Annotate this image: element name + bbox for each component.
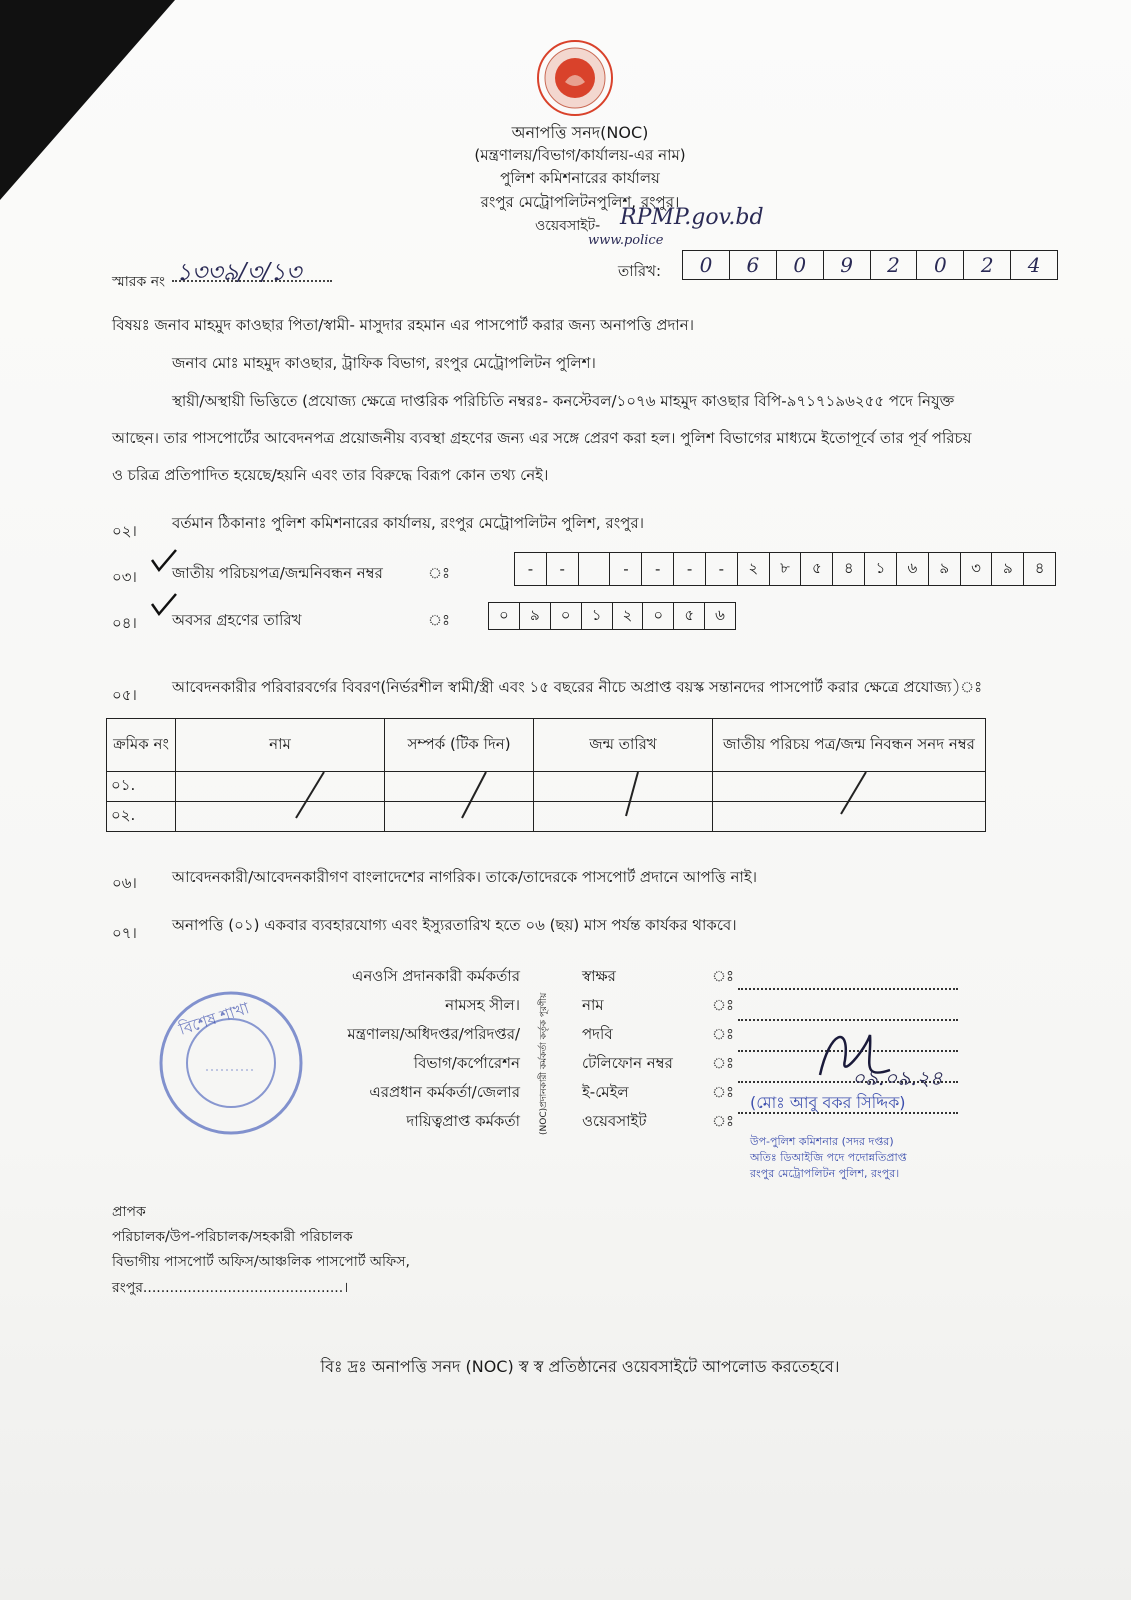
signatory-field-labels	[582, 962, 673, 1136]
retirement-digit-box: ০	[551, 603, 582, 629]
retirement-digit-box: ২	[613, 603, 644, 629]
retirement-digit-box: ০	[489, 603, 520, 629]
ministry-line: (মন্ত্রণালয়/বিভাগ/কার্যালয়-এর নাম)	[474, 146, 686, 164]
nid-digit-box: -	[515, 553, 547, 585]
retirement-digit-box: ০	[643, 603, 674, 629]
field-name: নাম	[582, 996, 604, 1014]
field-colon: ঃ	[712, 1083, 735, 1101]
item-03-text: জাতীয় পরিচয়পত্র/জন্মনিবন্ধন নম্বর	[172, 564, 383, 582]
field-colon: ঃ	[712, 967, 735, 985]
item-03-number: ০৩।	[112, 568, 137, 586]
nid-digit-box: ৫	[801, 553, 833, 585]
body-line-3: ও চরিত্র প্রতিপাদিত হয়েছে/হয়নি এবং তার বিরুদ্ধে বিরূপ কোন তথ্য নেই।	[112, 466, 549, 484]
body-line-2: আছেন। তার পাসপোর্টের আবেদনপত্র প্রয়োজনীয় ব্যবস্থা গ্রহণের জন্য এর সঙ্গে প্রেরণ করা হল। পুলিশ বিভাগের মাধ্যমে ইতোপূর্বে তার পূর্ব পরিচয়	[112, 429, 972, 447]
stamp-officer-name: (মোঃ আবু বকর সিদ্দিক)	[750, 1093, 906, 1112]
subject-line: বিষয়ঃ জনাব মাহমুদ কাওছার পিতা/স্বামী- মাসুদার রহমান এর পাসপোর্ট করার জন্য অনাপত্তি প্রদান।	[112, 316, 694, 334]
nid-digit-box: -	[610, 553, 642, 585]
nid-digit-box: ৪	[1034, 558, 1045, 577]
item-02-number: ০২।	[112, 522, 137, 540]
date-boxes	[682, 250, 1058, 280]
field-colon: ঃ	[712, 1112, 735, 1130]
field-signature: স্বাক্ষর	[582, 967, 616, 985]
signatory-left-block	[300, 962, 520, 1136]
government-seal-icon	[535, 38, 615, 118]
stamp-line: রংপুর মেট্রোপলিটন পুলিশ, রংপুর।	[750, 1167, 900, 1180]
retirement-digit-box: ১	[582, 603, 613, 629]
signatory-line: এরপ্রধান কর্মকর্তা/জেলার	[369, 1083, 520, 1101]
item-03-colon: ঃ	[428, 564, 451, 582]
office-name: পুলিশ কমিশনারের কার্যালয়	[500, 169, 660, 187]
date-digit-box: 0	[917, 251, 964, 279]
round-seal-text: বিশেষ শাখা	[176, 998, 252, 1039]
signatory-line: বিভাগ/কর্পোরেশন	[413, 1054, 520, 1072]
body-line-1: স্থায়ী/অস্থায়ী ভিত্তিতে (প্রযোজ্য ক্ষেত্রে দাপ্তরিক পরিচিতি নম্বরঃ- কনস্টেবল/১০৭৬ মাহমুদ কাওছার বিপি-৯৭১৭১৯৬২৫৫ পদে নিযুক্ত	[172, 392, 955, 410]
col-nid: জাতীয় পরিচয় পত্র/জন্ম নিবন্ধন সনদ নম্বর	[713, 719, 986, 772]
field-colon: ঃ	[712, 1054, 735, 1072]
memo-label: স্মারক নং	[112, 274, 166, 290]
scan-shadow-corner	[0, 0, 175, 200]
memo-number: ১৩৩৯/৩/১৩	[176, 258, 302, 286]
stamp-line: অতিঃ ডিআইজি পদে পদোন্নতিপ্রাপ্ত	[750, 1151, 907, 1164]
field-colon: ঃ	[712, 1025, 735, 1043]
recipient-label: প্রাপক	[112, 1204, 146, 1220]
signatory-line: নামসহ সীল।	[445, 996, 520, 1014]
item-04-number: ০৪।	[112, 614, 137, 632]
website-handwritten: RPMP.gov.bd	[620, 205, 764, 230]
stamp-line: উপ-পুলিশ কমিশনার (সদর দপ্তর)	[750, 1135, 894, 1148]
website-sub-handwritten: www.police	[588, 233, 664, 248]
row-serial: ০২.	[107, 802, 176, 832]
stamp-designation-block	[750, 1134, 907, 1182]
nid-digit-box: -	[706, 553, 738, 585]
item-05-text: আবেদনকারীর পরিবারবর্গের বিবরণ(নির্ভরশীল স্বামী/স্ত্রী এবং ১৫ বছরের নীচে অপ্রাপ্ত বয়স্ক সন্তানদের পাসপোর্ট করার ক্ষেত্রে প্রযোজ্য)ঃ	[172, 678, 983, 696]
signatory-line: মন্ত্রণালয়/অধিদপ্তর/পরিদপ্তর/	[347, 1025, 520, 1043]
item-06-number: ০৬।	[112, 874, 137, 892]
nid-digit-box: ৬	[897, 553, 929, 585]
date-digit-box: 6	[730, 251, 777, 279]
field-designation: পদবি	[582, 1025, 613, 1043]
row-serial: ০১.	[107, 772, 176, 802]
check-marks-icon	[150, 548, 180, 628]
nid-digit-box: ৪	[833, 553, 865, 585]
date-digit-box: 0	[683, 251, 730, 279]
date-label: তারিখ:	[618, 262, 662, 280]
date-digit-box: 4	[1027, 253, 1041, 277]
nid-digit-box: ১	[865, 553, 897, 585]
nid-digit-box	[579, 553, 611, 585]
nid-digit-box: ৩	[961, 553, 993, 585]
name-line	[738, 1001, 958, 1021]
nid-boxes	[514, 552, 1056, 586]
date-digit-box: 2	[964, 251, 1011, 279]
col-serial: ক্রমিক নং	[107, 719, 176, 772]
date-digit-box: 2	[871, 251, 918, 279]
retirement-date-boxes	[488, 602, 736, 630]
retirement-digit-box: ৬	[715, 605, 725, 624]
signature-date: ০৯.০৯.২৪	[852, 1066, 943, 1090]
signature-line	[738, 970, 958, 990]
retirement-digit-box: ৯	[520, 603, 551, 629]
nid-digit-box: -	[674, 553, 706, 585]
col-relation: সম্পর্ক (টিক দিন)	[385, 719, 534, 772]
field-telephone: টেলিফোন নম্বর	[582, 1054, 673, 1072]
nid-digit-box: ৮	[770, 553, 802, 585]
item-04-colon: ঃ	[428, 611, 451, 629]
nid-digit-box: ২	[738, 553, 770, 585]
vertical-note: (NOC)প্রদানকারী কর্মকর্তা কর্তৃক পূরণীয়	[539, 992, 549, 1135]
item-06-text: আবেদনকারী/আবেদনকারীগণ বাংলাদেশের নাগরিক। তাকে/তাদেরকে পাসপোর্ট প্রদানে আপত্তি নাই।	[172, 868, 758, 886]
table-strike-marks	[106, 766, 986, 822]
signatory-line: এনওসি প্রদানকারী কর্মকর্তার	[351, 967, 520, 985]
retirement-digit-box: ৫	[674, 603, 705, 629]
item-02-text: বর্তমান ঠিকানাঃ পুলিশ কমিশনারের কার্যালয়, রংপুর মেট্রোপলিটন পুলিশ, রংপুর।	[172, 514, 644, 532]
signatory-line: দায়িত্বপ্রাপ্ত কর্মকর্তা	[406, 1112, 520, 1130]
item-04-text: অবসর গ্রহণের তারিখ	[172, 611, 302, 629]
addressee-line: জনাব মোঃ মাহমুদ কাওছার, ট্রাফিক বিভাগ, রংপুর মেট্রোপলিটন পুলিশ।	[172, 354, 596, 372]
recipient-line-3: রংপুর.............................................।	[112, 1280, 349, 1296]
website-label: ওয়েবসাইট-	[535, 218, 601, 234]
document-title: অনাপত্তি সনদ(NOC)	[511, 123, 649, 142]
signatory-colons	[712, 962, 734, 1136]
footnote: বিঃ দ্রঃ অনাপত্তি সনদ (NOC) স্ব স্ব প্রতিষ্ঠানের ওয়েবসাইটে আপলোড করতেহবে।	[320, 1357, 840, 1376]
date-digit-box: 9	[824, 251, 871, 279]
nid-digit-box: -	[642, 553, 674, 585]
col-name: নাম	[176, 719, 385, 772]
date-digit-box: 0	[777, 251, 824, 279]
nid-digit-box: -	[547, 553, 579, 585]
nid-digit-box: ৯	[929, 553, 961, 585]
nid-digit-box: ৯	[992, 553, 1024, 585]
recipient-line-2: বিভাগীয় পাসপোর্ট অফিস/আঞ্চলিক পাসপোর্ট অফিস,	[112, 1254, 410, 1270]
col-birth-date: জন্ম তারিখ	[534, 719, 713, 772]
office-address: রংপুর মেট্রোপলিটনপুলিশ, রংপুর।	[480, 193, 680, 211]
field-colon: ঃ	[712, 996, 735, 1014]
recipient-line-1: পরিচালক/উপ-পরিচালক/সহকারী পরিচালক	[112, 1229, 353, 1245]
item-07-number: ০৭।	[112, 924, 137, 942]
field-email: ই-মেইল	[582, 1083, 629, 1101]
family-table-header-row	[107, 719, 986, 772]
field-website: ওয়েবসাইট	[582, 1112, 647, 1130]
item-05-number: ০৫।	[112, 686, 137, 704]
item-07-text: অনাপত্তি (০১) একবার ব্যবহারযোগ্য এবং ইস্যুরতারিখ হতে ০৬ (ছয়) মাস পর্যন্ত কার্যকর থাকবে।	[172, 916, 737, 934]
